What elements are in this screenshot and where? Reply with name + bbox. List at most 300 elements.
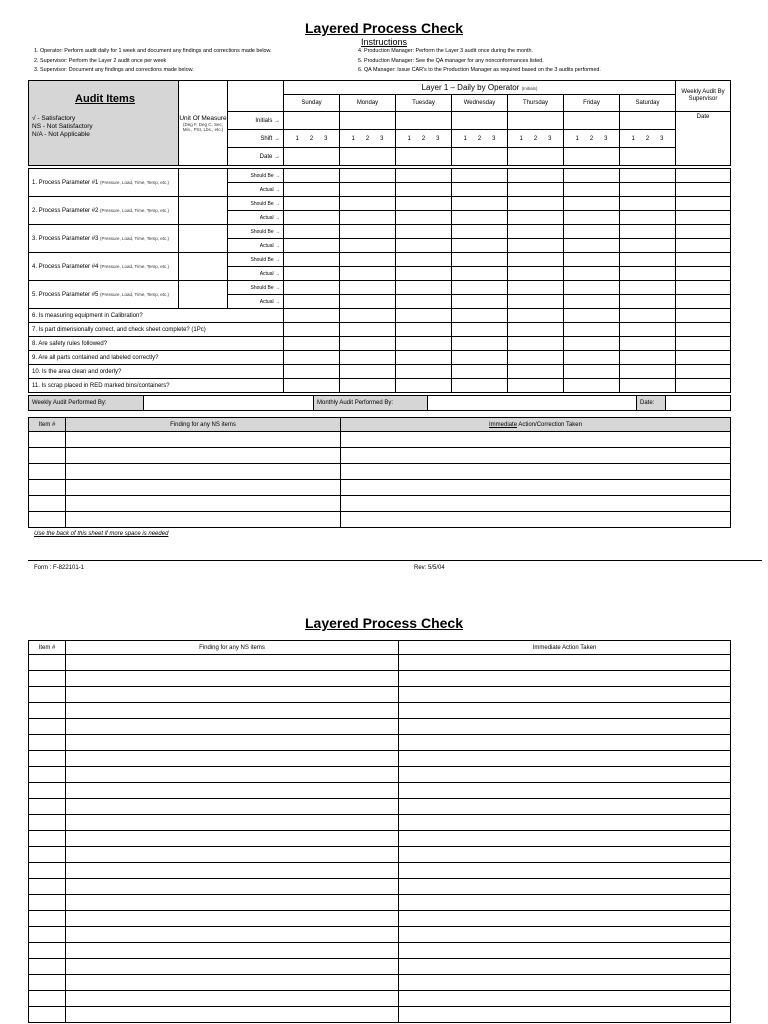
parameter-entry-cell[interactable] xyxy=(564,253,620,267)
instruction-3: 3. Supervisor: Document any findings and corrections made below. xyxy=(34,67,194,73)
question-entry-cell[interactable] xyxy=(676,379,731,393)
page2-action-cell[interactable] xyxy=(399,751,731,767)
page2-finding-cell[interactable] xyxy=(66,687,399,703)
parameter-entry-cell[interactable] xyxy=(284,295,340,309)
question-entry-cell[interactable] xyxy=(452,309,508,323)
parameter-entry-cell[interactable] xyxy=(508,225,564,239)
findings-item-cell[interactable] xyxy=(29,496,66,512)
page2-item-cell[interactable] xyxy=(29,975,66,991)
legend-not-satisfactory: NS - Not Satisfactory xyxy=(32,123,93,130)
page2-action-cell[interactable] xyxy=(399,687,731,703)
page2-item-cell[interactable] xyxy=(29,879,66,895)
page2-finding-cell[interactable] xyxy=(66,1007,399,1023)
page2-finding-cell[interactable] xyxy=(66,671,399,687)
findings-finding-cell[interactable] xyxy=(66,448,341,464)
page2-finding-cell[interactable] xyxy=(66,831,399,847)
parameter-entry-cell[interactable] xyxy=(564,225,620,239)
layer-heading: Layer 1 – Daily by Operator xyxy=(421,83,520,92)
unit-of-measure-label: Unit Of Measure xyxy=(179,115,227,122)
page2-item-cell[interactable] xyxy=(29,735,66,751)
date-cell[interactable] xyxy=(620,148,676,166)
signoff-date-label: Date: xyxy=(637,396,666,411)
page2-item-cell[interactable] xyxy=(29,767,66,783)
day-sunday: Sunday xyxy=(284,95,340,112)
findings-action-cell[interactable] xyxy=(341,464,731,480)
parameter-entry-cell[interactable] xyxy=(676,281,731,295)
page2-action-cell[interactable] xyxy=(399,943,731,959)
page2-action-cell[interactable] xyxy=(399,975,731,991)
parameter-entry-cell[interactable] xyxy=(284,281,340,295)
parameter-entry-cell[interactable] xyxy=(396,295,452,309)
parameter-entry-cell[interactable] xyxy=(396,281,452,295)
question-entry-cell[interactable] xyxy=(284,351,340,365)
parameter-entry-cell[interactable] xyxy=(620,239,676,253)
parameter-entry-cell[interactable] xyxy=(340,281,396,295)
signoff-date-field[interactable] xyxy=(666,396,731,411)
parameter-entry-cell[interactable] xyxy=(564,295,620,309)
should-be-label: Should Be → xyxy=(228,169,284,183)
parameter-unit-cell[interactable] xyxy=(179,225,228,253)
question-entry-cell[interactable] xyxy=(676,309,731,323)
question-entry-cell[interactable] xyxy=(564,351,620,365)
parameter-entry-cell[interactable] xyxy=(620,183,676,197)
page2-item-cell[interactable] xyxy=(29,671,66,687)
parameter-entry-cell[interactable] xyxy=(620,225,676,239)
page2-row xyxy=(29,863,731,879)
day-monday: Monday xyxy=(340,95,396,112)
parameter-label: 4. Process Parameter #4 xyxy=(32,263,99,270)
layer-note: (Initials) xyxy=(521,86,538,91)
question-entry-cell[interactable] xyxy=(452,351,508,365)
parameter-entry-cell[interactable] xyxy=(508,197,564,211)
page2-row xyxy=(29,687,731,703)
initials-cell[interactable] xyxy=(564,112,620,130)
question-entry-cell[interactable] xyxy=(284,365,340,379)
parameter-entry-cell[interactable] xyxy=(284,225,340,239)
page2-title: Layered Process Check xyxy=(305,615,463,631)
day-friday: Friday xyxy=(564,95,620,112)
parameter-entry-cell[interactable] xyxy=(340,225,396,239)
page2-item-cell[interactable] xyxy=(29,927,66,943)
findings-row xyxy=(29,448,731,464)
page2-item-cell[interactable] xyxy=(29,719,66,735)
weekly-audit-field[interactable] xyxy=(144,396,314,411)
findings-finding-cell[interactable] xyxy=(66,496,341,512)
question-entry-cell[interactable] xyxy=(284,309,340,323)
date-cell[interactable] xyxy=(340,148,396,166)
page2-item-cell[interactable] xyxy=(29,799,66,815)
parameter-entry-cell[interactable] xyxy=(620,253,676,267)
date-cell[interactable] xyxy=(284,148,340,166)
question-entry-cell[interactable] xyxy=(340,337,396,351)
question-entry-cell[interactable] xyxy=(340,323,396,337)
parameter-entry-cell[interactable] xyxy=(452,183,508,197)
parameter-entry-cell[interactable] xyxy=(340,211,396,225)
page2-finding-cell[interactable] xyxy=(66,847,399,863)
parameter-entry-cell[interactable] xyxy=(564,169,620,183)
parameter-entry-cell[interactable] xyxy=(452,253,508,267)
parameter-entry-cell[interactable] xyxy=(452,267,508,281)
findings-finding-cell[interactable] xyxy=(66,432,341,448)
page2-finding-cell[interactable] xyxy=(66,911,399,927)
question-entry-cell[interactable] xyxy=(396,365,452,379)
parameter-entry-cell[interactable] xyxy=(676,295,731,309)
parameter-entry-cell[interactable] xyxy=(396,169,452,183)
parameter-entry-cell[interactable] xyxy=(564,239,620,253)
date-cell[interactable] xyxy=(508,148,564,166)
question-entry-cell[interactable] xyxy=(564,309,620,323)
page2-action-cell[interactable] xyxy=(399,703,731,719)
shift-cell[interactable]: 1 2 3 xyxy=(508,130,564,148)
parameter-label: 5. Process Parameter #5 xyxy=(32,291,99,298)
findings-item-cell[interactable] xyxy=(29,512,66,528)
initials-cell[interactable] xyxy=(396,112,452,130)
findings-item-cell[interactable] xyxy=(29,432,66,448)
question-entry-cell[interactable] xyxy=(620,351,676,365)
parameter-unit-cell[interactable] xyxy=(179,253,228,281)
question-entry-cell[interactable] xyxy=(340,351,396,365)
question-entry-cell[interactable] xyxy=(508,337,564,351)
page2-finding-cell[interactable] xyxy=(66,703,399,719)
instruction-2: 2. Supervisor: Perform the Layer 2 audit once per week xyxy=(34,57,167,64)
page2-item-cell[interactable] xyxy=(29,815,66,831)
findings-action-cell[interactable] xyxy=(341,432,731,448)
question-rows xyxy=(29,309,731,393)
question-entry-cell[interactable] xyxy=(340,379,396,393)
findings-item-cell[interactable] xyxy=(29,464,66,480)
parameter-entry-cell[interactable] xyxy=(284,197,340,211)
monthly-audit-field[interactable] xyxy=(428,396,637,411)
parameter-unit-cell[interactable] xyxy=(179,169,228,197)
page2-finding-cell[interactable] xyxy=(66,991,399,1007)
page2-action-cell[interactable] xyxy=(399,847,731,863)
parameter-entry-cell[interactable] xyxy=(564,281,620,295)
question-label: 9. Are all parts contained and labeled correctly? xyxy=(29,351,284,365)
shift-cell[interactable]: 1 2 3 xyxy=(620,130,676,148)
page2-item-cell[interactable] xyxy=(29,863,66,879)
parameter-entry-cell[interactable] xyxy=(452,239,508,253)
question-entry-cell[interactable] xyxy=(396,379,452,393)
parameter-entry-cell[interactable] xyxy=(284,253,340,267)
page2-finding-cell[interactable] xyxy=(66,815,399,831)
audit-table xyxy=(28,80,731,393)
page2-finding-cell[interactable] xyxy=(66,719,399,735)
parameter-entry-cell[interactable] xyxy=(676,211,731,225)
question-entry-cell[interactable] xyxy=(676,337,731,351)
question-entry-cell[interactable] xyxy=(452,323,508,337)
page2-finding-cell[interactable] xyxy=(66,735,399,751)
findings-action-cell[interactable] xyxy=(341,480,731,496)
shift-cell[interactable]: 1 2 3 xyxy=(396,130,452,148)
findings-finding-cell[interactable] xyxy=(66,480,341,496)
actual-label: Actual → xyxy=(228,239,284,253)
page2-finding-cell[interactable] xyxy=(66,927,399,943)
findings-finding-cell[interactable] xyxy=(66,512,341,528)
parameter-entry-cell[interactable] xyxy=(284,267,340,281)
parameter-entry-cell[interactable] xyxy=(508,267,564,281)
page2-row xyxy=(29,719,731,735)
question-entry-cell[interactable] xyxy=(452,337,508,351)
page2-finding-cell[interactable] xyxy=(66,751,399,767)
parameter-hint: (Pressure, Load, Time, Temp, etc.) xyxy=(100,263,169,269)
question-entry-cell[interactable] xyxy=(284,337,340,351)
page2-finding-cell[interactable] xyxy=(66,783,399,799)
initials-cell[interactable] xyxy=(452,112,508,130)
question-entry-cell[interactable] xyxy=(396,351,452,365)
page2-finding-cell[interactable] xyxy=(66,799,399,815)
page2-row xyxy=(29,975,731,991)
parameter-entry-cell[interactable] xyxy=(676,267,731,281)
question-entry-cell[interactable] xyxy=(396,337,452,351)
parameter-entry-cell[interactable] xyxy=(340,183,396,197)
page2-item-header: Item # xyxy=(29,641,66,655)
parameter-label-cell xyxy=(29,281,179,309)
page2-row xyxy=(29,847,731,863)
question-label: 11. Is scrap placed in RED marked bins/containers? xyxy=(29,379,284,393)
page2-row xyxy=(29,671,731,687)
parameter-entry-cell[interactable] xyxy=(508,239,564,253)
page2-action-cell[interactable] xyxy=(399,671,731,687)
question-entry-cell[interactable] xyxy=(620,365,676,379)
parameter-entry-cell[interactable] xyxy=(452,281,508,295)
shift-cell[interactable]: 1 2 3 xyxy=(340,130,396,148)
page2-finding-cell[interactable] xyxy=(66,863,399,879)
parameter-entry-cell[interactable] xyxy=(676,225,731,239)
parameter-entry-cell[interactable] xyxy=(564,197,620,211)
page2-action-cell[interactable] xyxy=(399,783,731,799)
page2-action-cell[interactable] xyxy=(399,799,731,815)
page2-action-cell[interactable] xyxy=(399,1007,731,1023)
parameter-entry-cell[interactable] xyxy=(508,295,564,309)
page2-item-cell[interactable] xyxy=(29,943,66,959)
parameter-entry-cell[interactable] xyxy=(620,211,676,225)
question-entry-cell[interactable] xyxy=(564,379,620,393)
parameter-entry-cell[interactable] xyxy=(564,183,620,197)
findings-action-cell[interactable] xyxy=(341,512,731,528)
question-label: 6. Is measuring equipment in Calibration? xyxy=(29,309,284,323)
parameter-entry-cell[interactable] xyxy=(508,253,564,267)
date-cell[interactable] xyxy=(564,148,620,166)
page2-row xyxy=(29,943,731,959)
question-entry-cell[interactable] xyxy=(620,337,676,351)
parameter-entry-cell[interactable] xyxy=(396,239,452,253)
page2-action-cell[interactable] xyxy=(399,895,731,911)
parameter-unit-cell[interactable] xyxy=(179,197,228,225)
parameter-entry-cell[interactable] xyxy=(340,169,396,183)
parameter-entry-cell[interactable] xyxy=(284,211,340,225)
question-entry-cell[interactable] xyxy=(564,323,620,337)
parameter-entry-cell[interactable] xyxy=(508,183,564,197)
page2-item-cell[interactable] xyxy=(29,751,66,767)
page2-action-cell[interactable] xyxy=(399,863,731,879)
page2-action-cell[interactable] xyxy=(399,719,731,735)
question-entry-cell[interactable] xyxy=(452,379,508,393)
page2-row xyxy=(29,703,731,719)
findings-item-cell[interactable] xyxy=(29,448,66,464)
parameter-entry-cell[interactable] xyxy=(452,295,508,309)
page2-finding-cell[interactable] xyxy=(66,655,399,671)
question-entry-cell[interactable] xyxy=(452,365,508,379)
page2-action-cell[interactable] xyxy=(399,991,731,1007)
page2-finding-cell[interactable] xyxy=(66,959,399,975)
parameter-entry-cell[interactable] xyxy=(396,267,452,281)
question-label: 7. Is part dimensionally correct, and check sheet complete? (1Pc) xyxy=(29,323,284,337)
parameter-hint: (Pressure, Load, Time, Temp, etc.) xyxy=(100,235,169,241)
page2-action-cell[interactable] xyxy=(399,815,731,831)
question-entry-cell[interactable] xyxy=(396,309,452,323)
parameter-entry-cell[interactable] xyxy=(340,197,396,211)
initials-cell[interactable] xyxy=(340,112,396,130)
page2-finding-cell[interactable] xyxy=(66,895,399,911)
findings-item-cell[interactable] xyxy=(29,480,66,496)
parameter-entry-cell[interactable] xyxy=(676,183,731,197)
parameter-entry-cell[interactable] xyxy=(284,169,340,183)
page2-action-cell[interactable] xyxy=(399,911,731,927)
parameter-entry-cell[interactable] xyxy=(452,225,508,239)
question-entry-cell[interactable] xyxy=(340,309,396,323)
page2-item-cell[interactable] xyxy=(29,783,66,799)
parameter-entry-cell[interactable] xyxy=(452,211,508,225)
question-entry-cell[interactable] xyxy=(508,365,564,379)
parameter-hint: (Pressure, Load, Time, Temp, etc.) xyxy=(100,179,169,185)
page2-action-cell[interactable] xyxy=(399,831,731,847)
question-entry-cell[interactable] xyxy=(676,323,731,337)
form-number: Form : F-822101-1 xyxy=(34,565,85,571)
parameter-entry-cell[interactable] xyxy=(620,197,676,211)
question-entry-cell[interactable] xyxy=(396,323,452,337)
question-entry-cell[interactable] xyxy=(676,365,731,379)
parameter-entry-cell[interactable] xyxy=(340,253,396,267)
weekly-date-label: Date xyxy=(676,112,731,166)
page2-item-cell[interactable] xyxy=(29,991,66,1007)
parameter-entry-cell[interactable] xyxy=(620,169,676,183)
parameter-hint: (Pressure, Load, Time, Temp, etc.) xyxy=(100,207,169,213)
page2-finding-cell[interactable] xyxy=(66,879,399,895)
parameter-label-cell xyxy=(29,253,179,281)
page2-action-cell[interactable] xyxy=(399,735,731,751)
shift-cell[interactable]: 1 2 3 xyxy=(284,130,340,148)
parameter-entry-cell[interactable] xyxy=(676,169,731,183)
parameter-entry-cell[interactable] xyxy=(620,267,676,281)
page2-item-cell[interactable] xyxy=(29,655,66,671)
question-entry-cell[interactable] xyxy=(508,309,564,323)
page2-action-cell[interactable] xyxy=(399,927,731,943)
initials-cell[interactable] xyxy=(620,112,676,130)
parameter-entry-cell[interactable] xyxy=(452,197,508,211)
question-entry-cell[interactable] xyxy=(284,323,340,337)
question-row xyxy=(29,309,731,323)
parameter-entry-cell[interactable] xyxy=(340,239,396,253)
findings-action-cell[interactable] xyxy=(341,496,731,512)
page2-row xyxy=(29,991,731,1007)
page2-item-cell[interactable] xyxy=(29,1007,66,1023)
parameter-entry-cell[interactable] xyxy=(396,197,452,211)
page2-item-cell[interactable] xyxy=(29,703,66,719)
question-entry-cell[interactable] xyxy=(564,337,620,351)
instructions-right xyxy=(358,47,601,76)
question-entry-cell[interactable] xyxy=(676,351,731,365)
parameter-entry-cell[interactable] xyxy=(564,267,620,281)
shift-cell[interactable]: 1 2 3 xyxy=(452,130,508,148)
page2-row xyxy=(29,879,731,895)
question-row xyxy=(29,337,731,351)
question-entry-cell[interactable] xyxy=(340,365,396,379)
page2-action-cell[interactable] xyxy=(399,767,731,783)
question-label: 10. Is the area clean and orderly? xyxy=(29,365,284,379)
parameter-entry-cell[interactable] xyxy=(396,211,452,225)
page2-finding-cell[interactable] xyxy=(66,943,399,959)
findings-action-cell[interactable] xyxy=(341,448,731,464)
page2-item-cell[interactable] xyxy=(29,911,66,927)
parameter-label-cell xyxy=(29,225,179,253)
date-label: Date → xyxy=(228,148,284,166)
initials-cell[interactable] xyxy=(508,112,564,130)
page2-item-cell[interactable] xyxy=(29,959,66,975)
page2-action-cell[interactable] xyxy=(399,655,731,671)
date-cell[interactable] xyxy=(396,148,452,166)
page2-finding-cell[interactable] xyxy=(66,975,399,991)
instructions-left xyxy=(34,47,272,76)
question-entry-cell[interactable] xyxy=(508,323,564,337)
page2-item-cell[interactable] xyxy=(29,895,66,911)
question-entry-cell[interactable] xyxy=(508,351,564,365)
parameter-entry-cell[interactable] xyxy=(676,239,731,253)
question-row xyxy=(29,351,731,365)
page2-item-cell[interactable] xyxy=(29,831,66,847)
parameter-entry-cell[interactable] xyxy=(396,183,452,197)
parameter-entry-cell[interactable] xyxy=(508,169,564,183)
page2-item-cell[interactable] xyxy=(29,847,66,863)
page2-action-cell[interactable] xyxy=(399,879,731,895)
page2-action-cell[interactable] xyxy=(399,959,731,975)
question-entry-cell[interactable] xyxy=(620,379,676,393)
parameter-entry-cell[interactable] xyxy=(340,267,396,281)
parameter-unit-cell[interactable] xyxy=(179,281,228,309)
findings-finding-cell[interactable] xyxy=(66,464,341,480)
parameter-entry-cell[interactable] xyxy=(620,281,676,295)
parameter-entry-cell[interactable] xyxy=(284,183,340,197)
instruction-4: 4. Production Manager: Perform the Layer 3 audit once during the month. xyxy=(358,48,533,54)
question-entry-cell[interactable] xyxy=(620,323,676,337)
date-cell[interactable] xyxy=(452,148,508,166)
question-entry-cell[interactable] xyxy=(564,365,620,379)
question-entry-cell[interactable] xyxy=(508,379,564,393)
question-row xyxy=(29,379,731,393)
instructions-heading: Instructions xyxy=(360,37,408,47)
question-entry-cell[interactable] xyxy=(620,309,676,323)
page2-finding-cell[interactable] xyxy=(66,767,399,783)
parameter-entry-cell[interactable] xyxy=(564,211,620,225)
parameter-entry-cell[interactable] xyxy=(676,253,731,267)
parameter-entry-cell[interactable] xyxy=(284,239,340,253)
parameter-entry-cell[interactable] xyxy=(508,211,564,225)
question-entry-cell[interactable] xyxy=(284,379,340,393)
parameter-entry-cell[interactable] xyxy=(396,253,452,267)
parameter-entry-cell[interactable] xyxy=(620,295,676,309)
audit-items-heading: Audit Items xyxy=(75,93,135,105)
page2-item-cell[interactable] xyxy=(29,687,66,703)
initials-cell[interactable] xyxy=(284,112,340,130)
parameter-entry-cell[interactable] xyxy=(340,295,396,309)
shift-cell[interactable]: 1 2 3 xyxy=(564,130,620,148)
page2-row xyxy=(29,767,731,783)
parameter-entry-cell[interactable] xyxy=(396,225,452,239)
page2-row xyxy=(29,815,731,831)
parameter-entry-cell[interactable] xyxy=(452,169,508,183)
instruction-5: 5. Production Manager: See the QA manager for any nonconformances listed. xyxy=(358,57,544,64)
parameter-entry-cell[interactable] xyxy=(508,281,564,295)
parameter-entry-cell[interactable] xyxy=(676,197,731,211)
